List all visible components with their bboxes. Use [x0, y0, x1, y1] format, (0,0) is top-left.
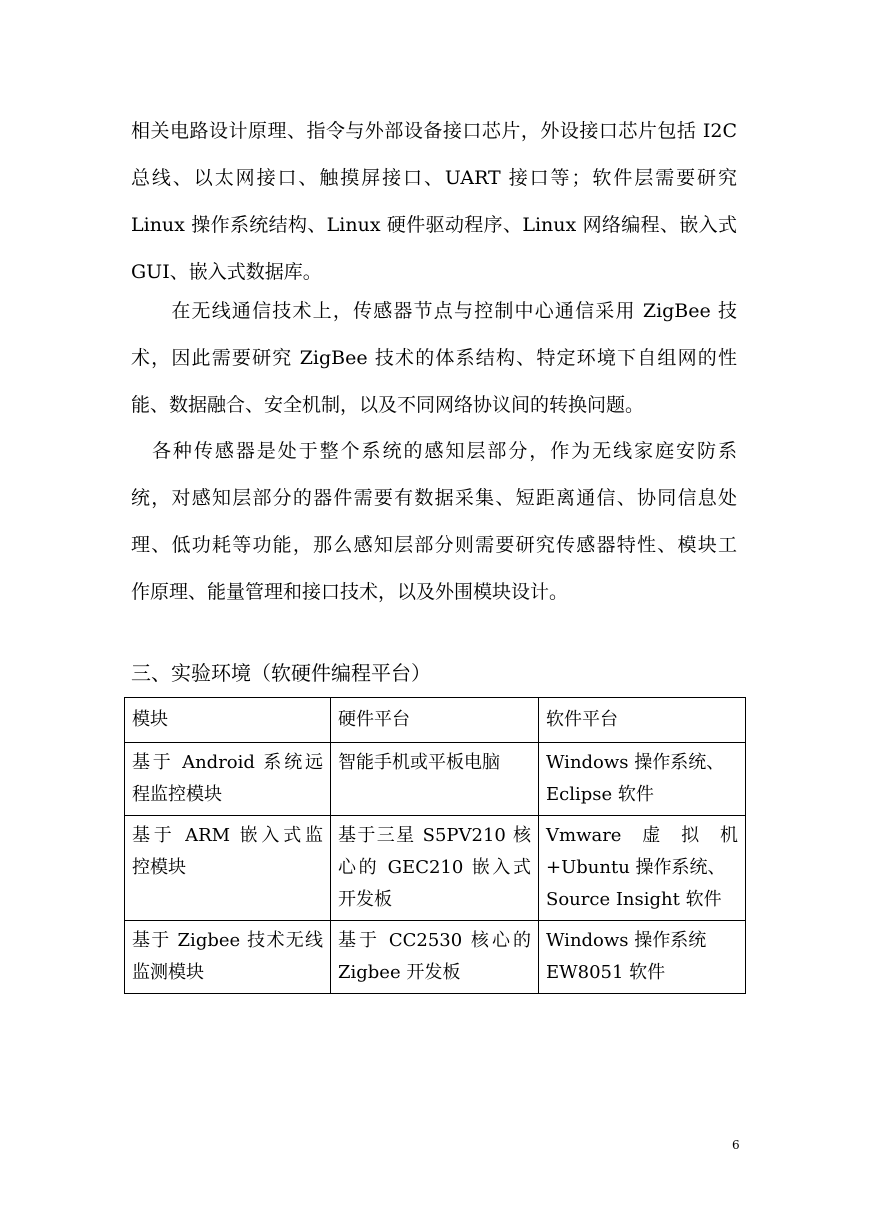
- table-cell: [331, 816, 539, 921]
- text-line: 在无线通信技术上，传感器节点与控制中心通信采用 ZigBee 技: [131, 300, 737, 322]
- table-cell: [331, 921, 539, 994]
- table-cell: [125, 921, 331, 994]
- table-cell: [331, 743, 539, 816]
- cell-line: Vmware 虚 拟 机: [546, 825, 738, 846]
- cell-line: Eclipse 软件: [546, 784, 654, 805]
- cell-line: 基于三星 S5PV210 核: [338, 825, 531, 846]
- text-line: Linux 操作系统结构、Linux 硬件驱动程序、Linux 网络编程、嵌入式: [131, 214, 737, 236]
- text-line: 能、数据融合、安全机制，以及不同网络协议间的转换问题。: [131, 394, 645, 416]
- cell-line: Source Insight 软件: [546, 889, 722, 910]
- table-row: [125, 921, 746, 994]
- cell-line: 心的 GEC210 嵌入式: [338, 857, 531, 878]
- table-row: [125, 743, 746, 816]
- paragraph-hardware-software: [131, 108, 737, 296]
- table-header-row: [125, 698, 746, 743]
- cell-line: Windows 操作系统、: [546, 752, 725, 773]
- cell-line: EW8051 软件: [546, 962, 666, 983]
- table-cell: [539, 743, 746, 816]
- cell-line: 监测模块: [132, 962, 204, 983]
- cell-line: 基于 Zigbee 技术无线: [132, 930, 323, 951]
- cell-line: Zigbee 开发板: [338, 962, 461, 983]
- cell-line: +Ubuntu 操作系统、: [546, 857, 726, 878]
- cell-line: 基于 CC2530 核心的: [338, 930, 531, 951]
- table-row: [125, 816, 746, 921]
- text-line: 术，因此需要研究 ZigBee 技术的体系结构、特定环境下自组网的性: [131, 347, 737, 369]
- text-line: 作原理、能量管理和接口技术，以及外围模块设计。: [131, 581, 569, 603]
- section-heading: 三、实验环境（软硬件编程平台）: [131, 661, 431, 685]
- paragraph-sensors: [131, 428, 737, 616]
- text-line: 总线、以太网接口、触摸屏接口、UART 接口等；软件层需要研究: [131, 167, 737, 189]
- header-hardware: 硬件平台: [331, 698, 539, 743]
- environment-table: [124, 697, 746, 994]
- table-cell: [539, 816, 746, 921]
- cell-line: 基于 ARM 嵌入式监: [132, 825, 323, 846]
- header-software: 软件平台: [539, 698, 746, 743]
- page-number: 6: [732, 1138, 740, 1152]
- cell-line: 程监控模块: [132, 784, 222, 805]
- text-line: 各种传感器是处于整个系统的感知层部分，作为无线家庭安防系: [131, 440, 737, 462]
- cell-line: Windows 操作系统: [546, 930, 707, 951]
- table-cell: [125, 743, 331, 816]
- text-line: 统，对感知层部分的器件需要有数据采集、短距离通信、协同信息处: [131, 487, 737, 509]
- cell-line: 基于 Android 系统远: [132, 752, 323, 773]
- cell-line: 智能手机或平板电脑: [338, 752, 500, 773]
- header-module: 模块: [125, 698, 331, 743]
- cell-line: 开发板: [338, 889, 392, 910]
- table-cell: [539, 921, 746, 994]
- paragraph-wireless: [131, 288, 737, 429]
- cell-line: 控模块: [132, 857, 186, 878]
- text-line: GUI、嵌入式数据库。: [131, 261, 322, 283]
- text-line: 相关电路设计原理、指令与外部设备接口芯片，外设接口芯片包括 I2C: [131, 120, 737, 142]
- text-line: 理、低功耗等功能，那么感知层部分则需要研究传感器特性、模块工: [131, 534, 737, 556]
- table-cell: [125, 816, 331, 921]
